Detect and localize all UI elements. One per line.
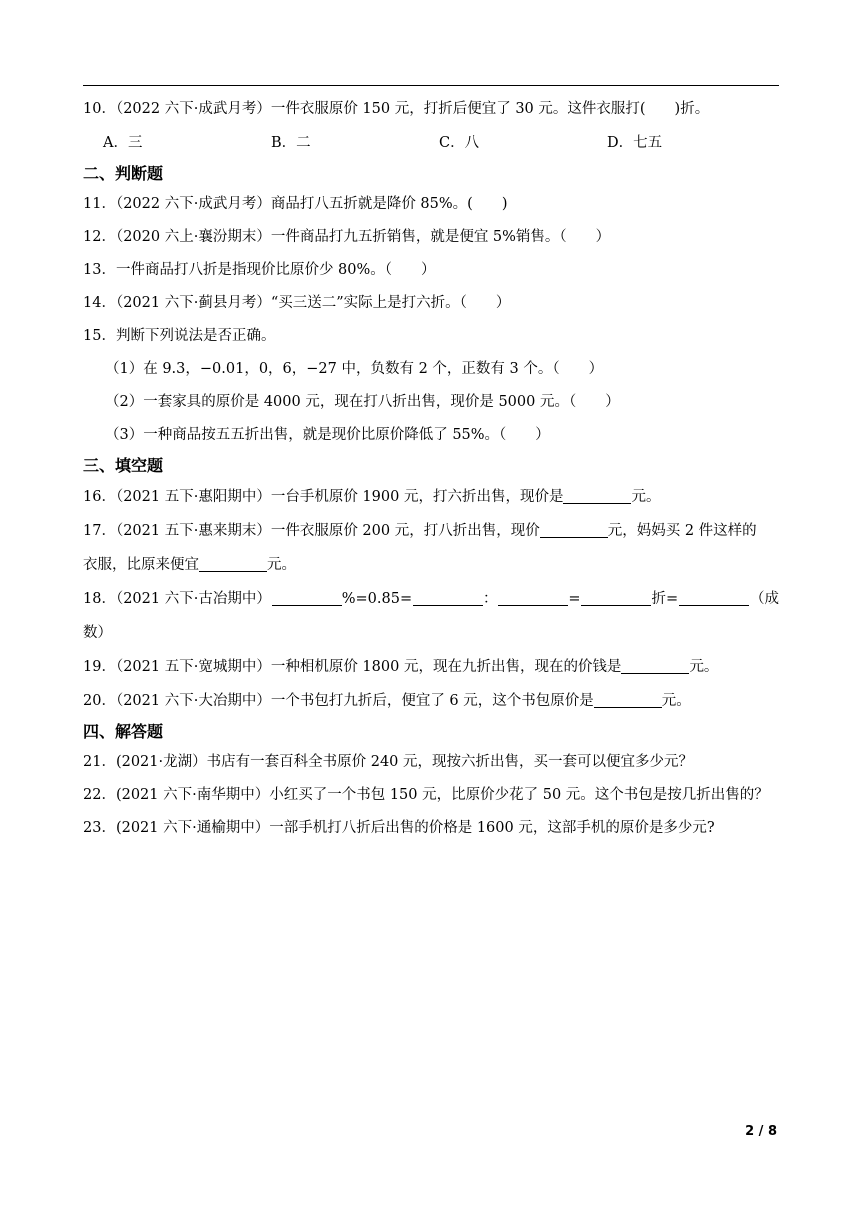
question-18-text: 18．（2021 六下·古冶期中）	[83, 591, 271, 607]
question-20	[83, 684, 779, 718]
q18-part-4: 折=	[651, 591, 679, 607]
answer-blank[interactable]	[413, 588, 483, 606]
option-a: A．三	[103, 135, 143, 151]
q18-part-5: （成	[749, 591, 779, 607]
question-17-unit: 元。	[267, 557, 296, 573]
answer-blank[interactable]	[199, 554, 267, 572]
option-c: C．八	[439, 135, 480, 151]
question-19-text: 19．（2021 五下·宽城期中）一种相机原价 1800 元，现在九折出售，现在的价钱是	[83, 659, 622, 675]
question-18	[83, 582, 779, 616]
section-heading-fill: 三、填空题	[83, 456, 164, 475]
answer-blank[interactable]	[581, 588, 651, 606]
question-15-item-1: （1）在 9.3，−0.01，0，6，−27 中，负数有 2 个，正数有 3 个。（ ）	[105, 361, 604, 377]
question-17-line2-text: 衣服，比原来便宜	[83, 557, 199, 573]
question-23: 23．(2021 六下·通榆期中）一部手机打八折后出售的价格是 1600 元，这部手机的原价是多少元?	[83, 820, 715, 836]
question-10-options	[83, 126, 779, 160]
question-18-line-2: 数）	[83, 625, 112, 641]
section-heading-judge: 二、判断题	[83, 164, 164, 183]
header-rule	[83, 85, 779, 86]
question-12: 12．（2020 六上·襄汾期末）一件商品打九五折销售，就是便宜 5%销售。（ ）	[83, 229, 611, 245]
question-19	[83, 650, 779, 684]
answer-blank[interactable]	[540, 520, 608, 538]
question-16-unit: 元。	[631, 489, 661, 505]
question-20-text: 20．（2021 六下·大冶期中）一个书包打九折后，便宜了 6 元，这个书包原价是	[83, 693, 594, 709]
answer-blank[interactable]	[679, 588, 749, 606]
answer-blank[interactable]	[621, 656, 689, 674]
q18-part-3: =	[568, 591, 581, 607]
answer-blank[interactable]	[563, 486, 631, 504]
question-17-mid: 元，妈妈买 2 件这样的	[607, 523, 757, 539]
q18-part-2: ：	[483, 591, 498, 607]
question-17-line-2	[83, 548, 779, 582]
question-11: 11．（2022 六下·成武月考）商品打八五折就是降价 85%。( )	[83, 196, 508, 212]
question-15-stem: 15．判断下列说法是否正确。	[83, 328, 276, 344]
section-heading-solve: 四、解答题	[83, 722, 164, 741]
q18-part-1: %=0.85=	[341, 591, 413, 607]
answer-blank[interactable]	[498, 588, 568, 606]
question-15-item-2: （2）一套家具的原价是 4000 元，现在打八折出售，现价是 5000 元。（ ）	[105, 394, 620, 410]
option-b: B．二	[271, 135, 311, 151]
question-15-item-3: （3）一种商品按五五折出售，就是现价比原价降低了 55%。（ ）	[105, 427, 550, 443]
answer-blank[interactable]	[594, 690, 662, 708]
question-sheet	[83, 93, 779, 845]
question-19-unit: 元。	[689, 659, 719, 675]
question-14: 14．（2021 六下·蓟县月考）“买三送二”实际上是打六折。（ ）	[83, 295, 511, 311]
page-number: 2 / 8	[745, 1124, 777, 1139]
question-17	[83, 514, 779, 548]
question-16-text: 16．（2021 五下·惠阳期中）一台手机原价 1900 元，打六折出售，现价是	[83, 489, 564, 505]
question-22: 22．(2021 六下·南华期中）小红买了一个书包 150 元，比原价少花了 50 元。这个书包是按几折出售的？	[83, 787, 769, 803]
option-d: D．七五	[607, 135, 663, 151]
answer-blank[interactable]	[272, 588, 342, 606]
question-21: 21．(2021·龙湖）书店有一套百科全书原价 240 元，现按六折出售，买一套可以便宜多少元？	[83, 754, 694, 770]
question-20-unit: 元。	[661, 693, 691, 709]
question-16	[83, 480, 779, 514]
question-17-text: 17．（2021 五下·惠来期末）一件衣服原价 200 元，打八折出售，现价	[83, 523, 540, 539]
question-10: 10．（2022 六下·成武月考）一件衣服原价 150 元，打折后便宜了 30 元。这件衣服打( )折。	[83, 101, 710, 117]
question-13: 13．一件商品打八折是指现价比原价少 80%。（ ）	[83, 262, 436, 278]
